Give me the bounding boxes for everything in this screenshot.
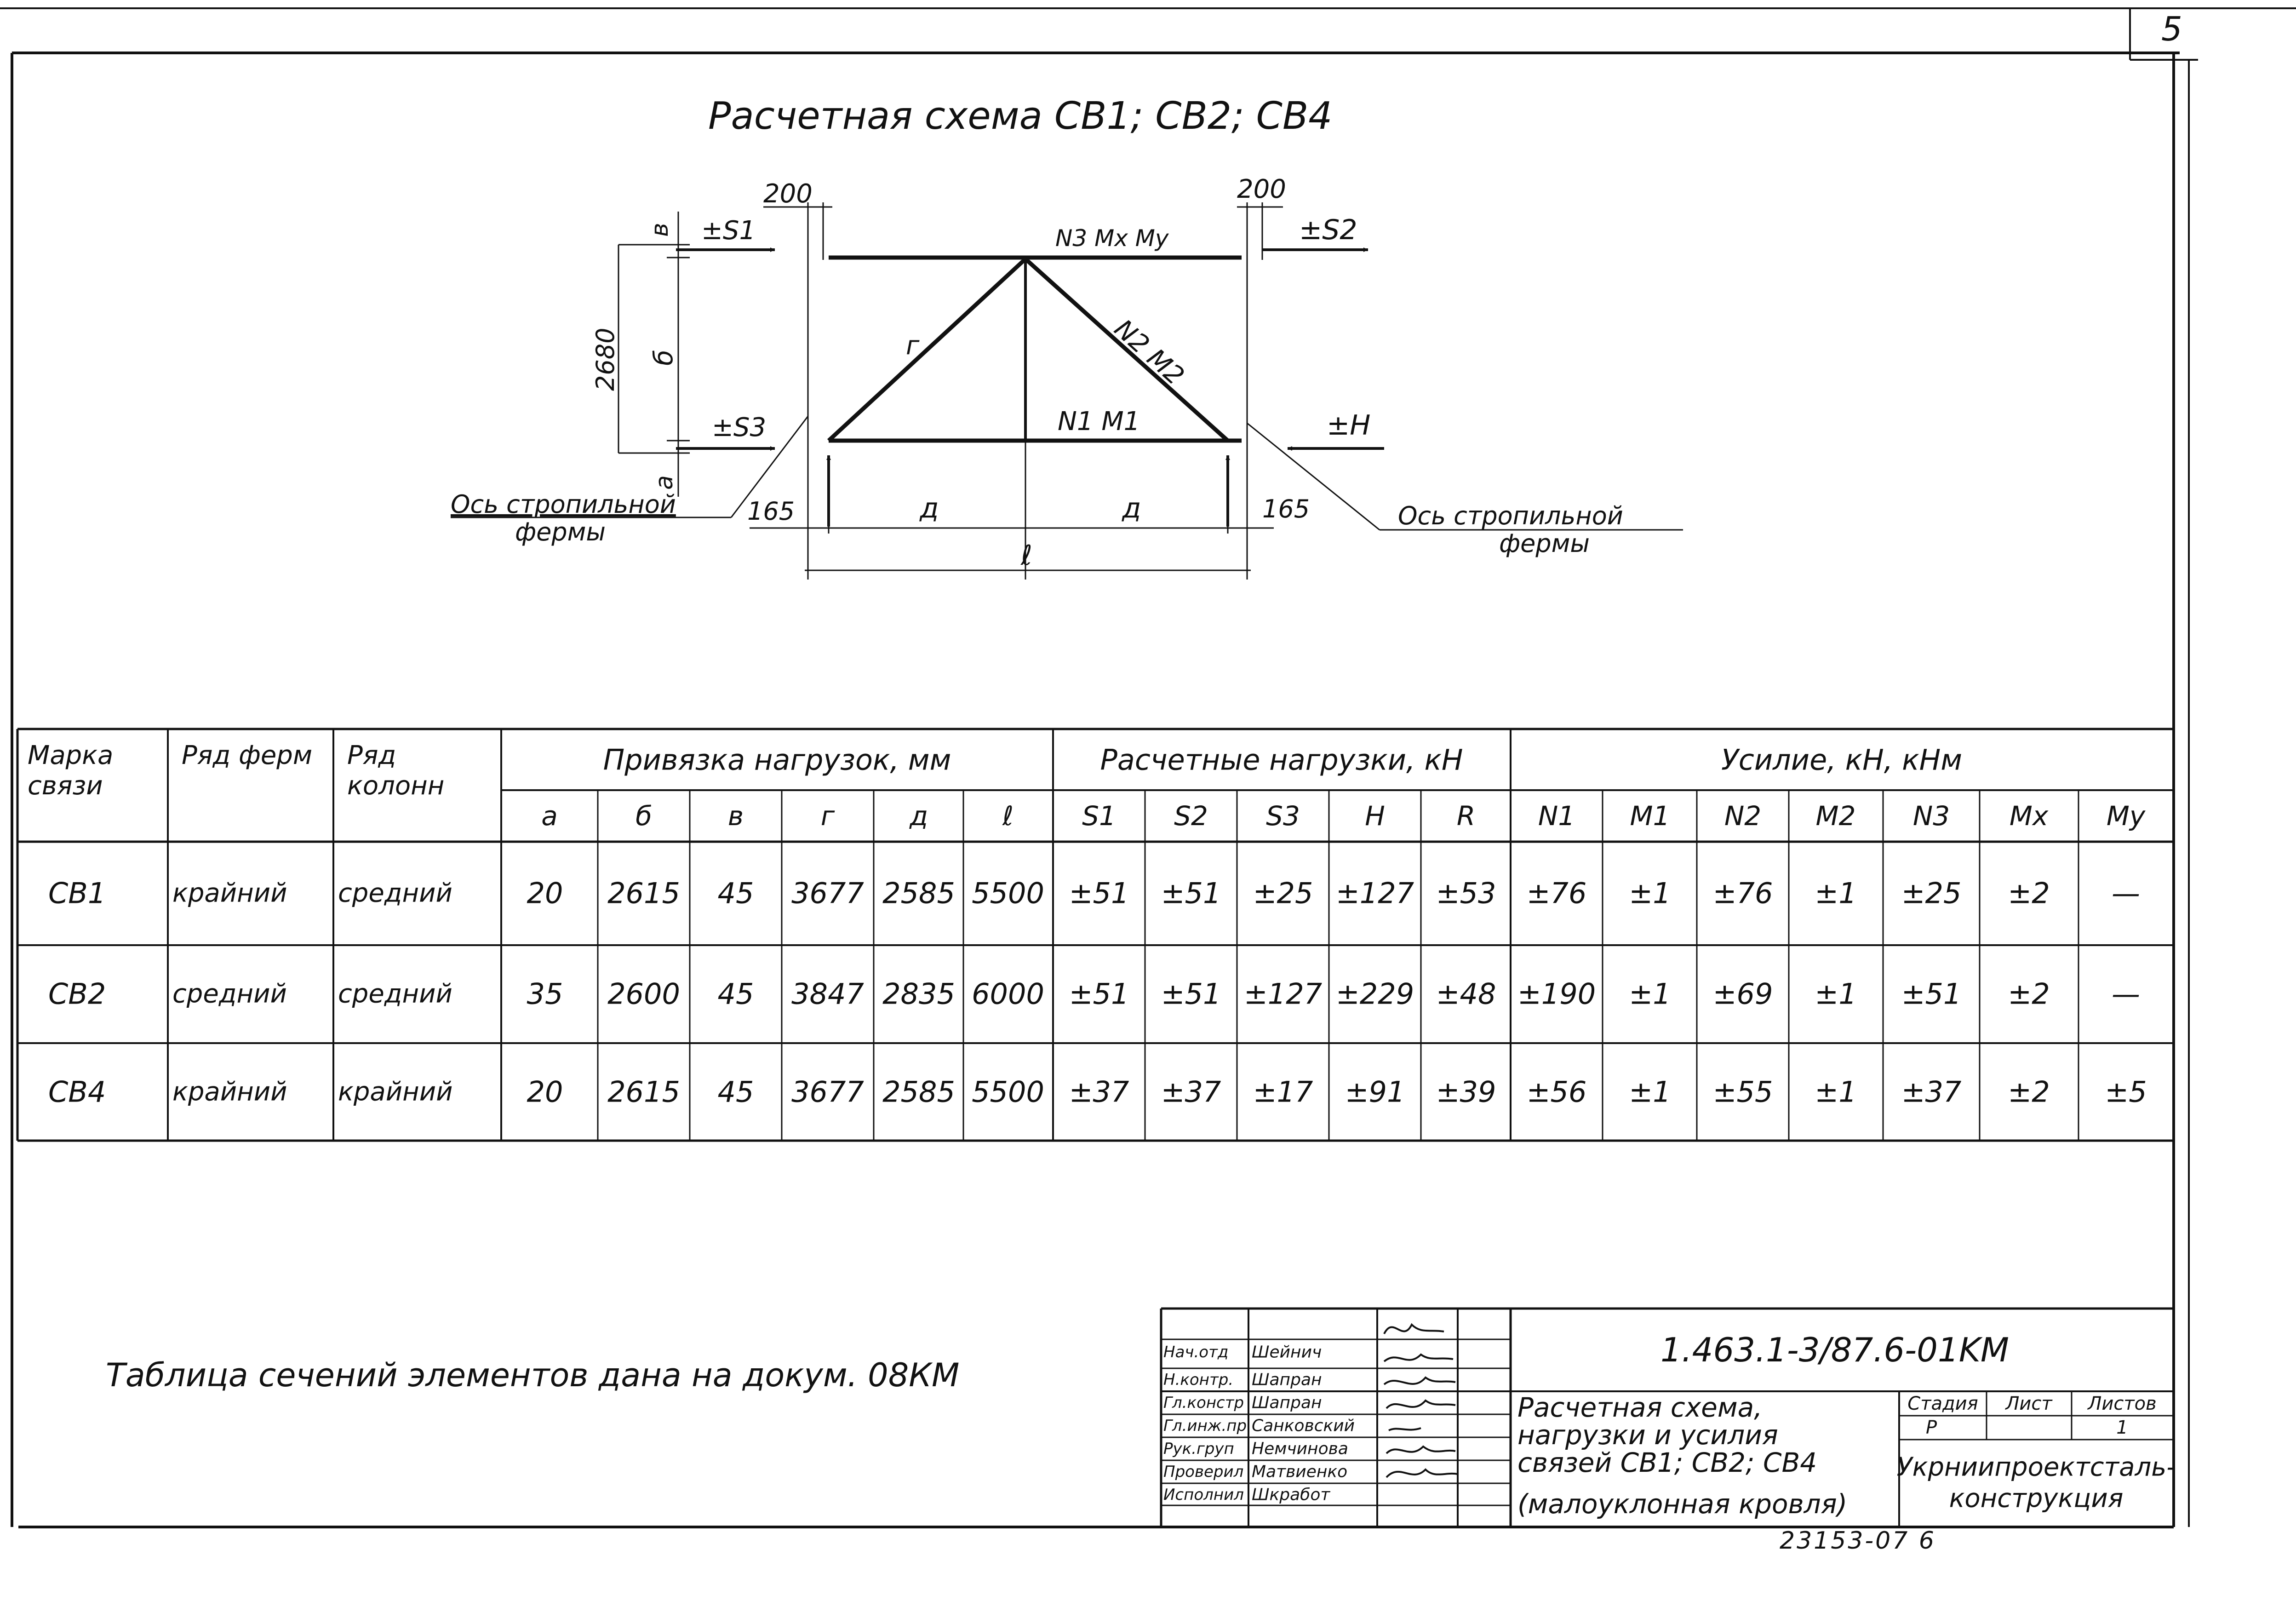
cell-n3: ±25 <box>1901 876 1962 910</box>
cell-b: 2615 <box>607 1075 680 1109</box>
cell-m1: ±1 <box>1629 1075 1671 1109</box>
label-bottom-chord: N1 M1 <box>1058 407 1140 436</box>
subheader-s1: S1 <box>1082 800 1116 832</box>
cell-m2: ±1 <box>1815 876 1857 910</box>
axis-left-line2: фермы <box>515 517 606 546</box>
stamp-name: Шапран <box>1252 1393 1322 1412</box>
label-h: ±H <box>1327 409 1371 442</box>
dim-height-2680: 2680 <box>591 327 620 391</box>
subheader-n1: N1 <box>1538 800 1575 832</box>
label-a: а <box>651 475 678 490</box>
cell-r: ±39 <box>1436 1075 1496 1109</box>
signature-mark-4 <box>1386 1401 1455 1408</box>
header-nagruzki: Расчетные нагрузки, кН <box>1100 743 1463 777</box>
label-diagonal: N2 M2 <box>1108 314 1190 391</box>
cell-m2: ±1 <box>1815 977 1857 1011</box>
cell-n3: ±51 <box>1901 977 1962 1011</box>
stamp-title-line: нагрузки и усилия <box>1517 1419 1778 1451</box>
signature-mark-1 <box>1384 1325 1444 1334</box>
cell-d: 2585 <box>882 1075 955 1109</box>
inventory-number: 23153-07 6 <box>1780 1527 1936 1555</box>
cell-v: 45 <box>717 1075 754 1109</box>
dim-d-left: д <box>920 492 939 524</box>
cell-r: ±53 <box>1436 876 1496 910</box>
stage-value: Р <box>1925 1417 1937 1438</box>
sheets-value: 1 <box>2116 1417 2128 1438</box>
axis-right-line2: фермы <box>1499 529 1590 558</box>
header-ryad-kolonn: Ряд колонн <box>347 740 445 801</box>
subheader-a: а <box>541 800 558 832</box>
cell-l: 5500 <box>972 876 1044 910</box>
cell-a: 20 <box>527 876 563 910</box>
cell-ryad-kolonn: средний <box>338 979 452 1009</box>
dim-d-right: д <box>1122 492 1141 524</box>
scheme-title: Расчетная схема СВ1; СВ2; СВ4 <box>708 94 1333 138</box>
stamp-title-line: (малоуклонная кровля) <box>1517 1488 1848 1520</box>
stamp-name: Шапран <box>1252 1370 1322 1389</box>
sections-note: Таблица сечений элементов дана на докум. 08КМ <box>106 1356 960 1394</box>
cell-h: ±127 <box>1335 876 1414 910</box>
subheader-n2: N2 <box>1724 800 1762 832</box>
subheader-r: R <box>1456 800 1476 832</box>
cell-h: ±91 <box>1345 1075 1405 1109</box>
subheader-b: б <box>636 800 652 832</box>
stamp-role: Гл.констр <box>1163 1394 1244 1412</box>
cell-l: 5500 <box>972 1075 1044 1109</box>
cell-my: — <box>2112 876 2140 910</box>
cell-mx: ±2 <box>2008 876 2050 910</box>
stamp-title-line: Расчетная схема, <box>1517 1392 1763 1423</box>
dim-165-right: 165 <box>1262 494 1310 523</box>
cell-my: — <box>2112 977 2140 1011</box>
header-marka: Марка связи <box>28 740 114 801</box>
label-s3: ±S3 <box>712 413 767 442</box>
cell-n2: ±76 <box>1712 876 1773 910</box>
dim-200-right: 200 <box>1237 174 1286 204</box>
sheet-label: Лист <box>2005 1393 2052 1414</box>
signatures <box>1384 1325 1458 1477</box>
cell-s2: ±37 <box>1161 1075 1221 1109</box>
load-arrows <box>676 250 1384 527</box>
cell-s1: ±51 <box>1069 977 1129 1011</box>
dim-200-left: 200 <box>763 179 813 209</box>
cell-n1: ±76 <box>1526 876 1587 910</box>
subheader-v: в <box>727 800 744 832</box>
cell-marka: СВ2 <box>48 977 106 1011</box>
cell-m1: ±1 <box>1629 977 1671 1011</box>
cell-s3: ±17 <box>1253 1075 1313 1109</box>
cell-my: ±5 <box>2105 1075 2147 1109</box>
page-number: 5 <box>2161 10 2182 48</box>
stamp-name: Шейнич <box>1252 1343 1322 1362</box>
subheader-m2: M2 <box>1815 800 1856 832</box>
subheader-h: H <box>1365 800 1385 832</box>
label-v: в <box>646 223 674 237</box>
cell-d: 2835 <box>882 977 955 1011</box>
stamp-role: Проверил <box>1163 1463 1244 1481</box>
cell-ryad-ferm: средний <box>172 979 287 1009</box>
subheader-g: г <box>820 800 835 832</box>
cell-s1: ±51 <box>1069 876 1129 910</box>
org-line: конструкция <box>1949 1483 2124 1514</box>
stage-label: Стадия <box>1907 1393 1978 1414</box>
cell-g: 3847 <box>791 977 864 1011</box>
sheets-label: Листов <box>2088 1393 2157 1414</box>
stamp-name: Матвиенко <box>1252 1462 1348 1481</box>
signature-mark-7 <box>1386 1469 1458 1477</box>
cell-s3: ±127 <box>1243 977 1323 1011</box>
cell-n2: ±69 <box>1712 977 1773 1011</box>
subheader-d: д <box>909 800 928 832</box>
subheader-my: My <box>2106 800 2146 832</box>
doc-code: 1.463.1-3/87.6-01KM <box>1660 1331 2010 1369</box>
cell-d: 2585 <box>882 876 955 910</box>
cell-a: 35 <box>527 977 563 1011</box>
stamp-name: Санковский <box>1252 1416 1355 1435</box>
subheader-s3: S3 <box>1266 800 1300 832</box>
cell-marka: СВ4 <box>48 1075 106 1109</box>
stamp-name: Шкработ <box>1252 1485 1330 1504</box>
dim-165-left: 165 <box>747 497 795 526</box>
stamp-role: Нач.отд <box>1163 1343 1229 1361</box>
cell-n2: ±55 <box>1712 1075 1773 1109</box>
cell-v: 45 <box>717 977 754 1011</box>
subheader-l: ℓ <box>1002 800 1013 832</box>
cell-r: ±48 <box>1436 977 1496 1011</box>
signature-mark-6 <box>1386 1447 1455 1453</box>
stamp-role: Исполнил <box>1163 1486 1244 1504</box>
cell-b: 2600 <box>607 977 680 1011</box>
signature-mark-2 <box>1384 1355 1453 1361</box>
cell-v: 45 <box>717 876 754 910</box>
cell-b: 2615 <box>607 876 680 910</box>
axis-right-line1: Ось стропильной <box>1398 501 1623 530</box>
header-usilie: Усилие, кН, кНм <box>1721 743 1962 777</box>
cell-g: 3677 <box>791 876 864 910</box>
cell-n1: ±190 <box>1517 977 1596 1011</box>
label-b: б <box>649 350 679 366</box>
label-g: г <box>906 331 920 361</box>
cell-a: 20 <box>527 1075 563 1109</box>
cell-s3: ±25 <box>1253 876 1313 910</box>
stamp-role: Н.контр. <box>1163 1371 1234 1389</box>
cell-ryad-ferm: крайний <box>172 1077 287 1107</box>
cell-s2: ±51 <box>1161 977 1221 1011</box>
dim-l: ℓ <box>1021 540 1032 572</box>
stamp-title-line: связей СВ1; СВ2; СВ4 <box>1517 1447 1817 1478</box>
header-ryad-ferm: Ряд ферм <box>182 740 313 770</box>
label-s2: ±S2 <box>1299 214 1357 246</box>
cell-l: 6000 <box>972 977 1044 1011</box>
org-line: Укрниипроектсталь- <box>1896 1452 2176 1482</box>
cell-ryad-kolonn: крайний <box>338 1077 453 1107</box>
cell-n1: ±56 <box>1526 1075 1587 1109</box>
cell-s1: ±37 <box>1069 1075 1129 1109</box>
stamp-role: Гл.инж.пр <box>1163 1417 1247 1435</box>
cell-m1: ±1 <box>1629 876 1671 910</box>
signature-mark-3 <box>1384 1378 1455 1384</box>
stamp-name: Немчинова <box>1252 1439 1348 1458</box>
axis-left-line1: Ось стропильной <box>451 490 676 519</box>
cell-mx: ±2 <box>2008 1075 2050 1109</box>
cell-ryad-kolonn: средний <box>338 878 452 908</box>
subheader-n3: N3 <box>1912 800 1950 832</box>
subheader-m1: M1 <box>1630 800 1670 832</box>
subheader-s2: S2 <box>1174 800 1208 832</box>
label-top-chord: N3 Mx My <box>1055 225 1169 252</box>
cell-ryad-ferm: крайний <box>172 878 287 908</box>
label-s1: ±S1 <box>701 216 756 246</box>
cell-g: 3677 <box>791 1075 864 1109</box>
cell-n3: ±37 <box>1901 1075 1962 1109</box>
cell-mx: ±2 <box>2008 977 2050 1011</box>
subheader-mx: Mx <box>2009 800 2049 832</box>
cell-marka: СВ1 <box>48 876 106 910</box>
header-privyazka: Привязка нагрузок, мм <box>603 743 951 777</box>
cell-h: ±229 <box>1335 977 1414 1011</box>
cell-m2: ±1 <box>1815 1075 1857 1109</box>
cell-s2: ±51 <box>1161 876 1221 910</box>
signature-mark-5 <box>1389 1428 1421 1430</box>
stamp-role: Рук.груп <box>1163 1440 1234 1458</box>
